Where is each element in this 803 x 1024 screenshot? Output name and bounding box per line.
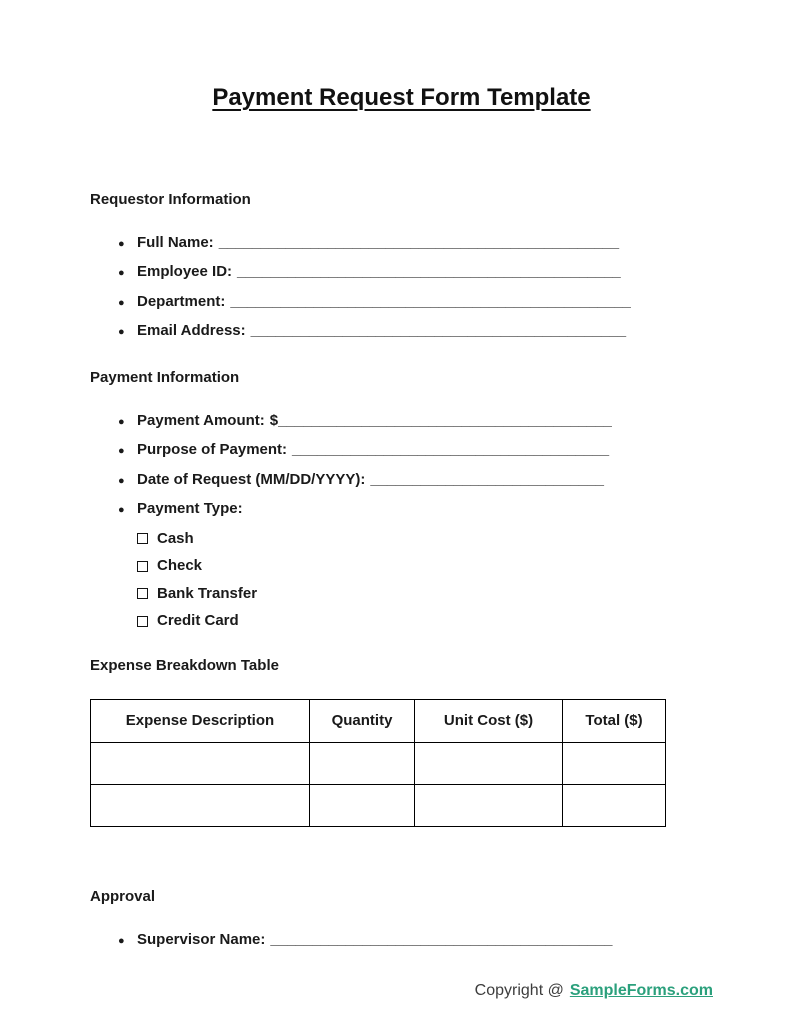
bullet-icon: ● <box>118 267 125 280</box>
field-payment-type <box>90 495 713 525</box>
table-cell[interactable] <box>310 784 415 826</box>
page-title: Payment Request Form Template <box>212 84 591 111</box>
expense-table <box>90 699 666 827</box>
table-header-row <box>91 699 666 742</box>
table-cell[interactable] <box>415 742 563 784</box>
requestor-field-list <box>90 229 713 347</box>
bullet-icon: ● <box>118 445 125 458</box>
field-payment-amount <box>90 407 713 437</box>
blank-line: ______________________________________________ <box>237 263 621 281</box>
field-full-name <box>90 229 713 259</box>
payment-type-option-bank-transfer <box>90 580 713 608</box>
table-header-cell-unit-cost: Unit Cost ($) <box>415 699 563 742</box>
table-cell[interactable] <box>415 784 563 826</box>
table-cell[interactable] <box>91 742 310 784</box>
field-department <box>90 288 713 318</box>
bullet-icon: ● <box>118 504 125 517</box>
table-header-cell-total: Total ($) <box>563 699 666 742</box>
field-label: Payment Type: <box>137 500 243 518</box>
field-date-of-request <box>90 466 713 496</box>
field-label: Department: <box>137 292 226 310</box>
table-header-cell-quantity: Quantity <box>310 699 415 742</box>
field-label: Full Name: <box>137 233 214 251</box>
field-employee-id <box>90 258 713 288</box>
bullet-icon: ● <box>118 934 125 947</box>
blank-line: ________________________________________________ <box>230 292 631 310</box>
checkbox-icon[interactable] <box>137 588 148 599</box>
table-cell[interactable] <box>563 784 666 826</box>
field-label: Payment Amount: <box>137 411 265 429</box>
table-row <box>91 784 666 826</box>
checkbox-label: Cash <box>157 529 194 547</box>
checkbox-label: Credit Card <box>157 612 239 630</box>
bullet-icon: ● <box>118 296 125 309</box>
field-email-address <box>90 317 713 347</box>
payment-type-option-cash <box>90 525 713 553</box>
table-header-cell-expense-description: Expense Description <box>91 699 310 742</box>
checkbox-icon[interactable] <box>137 616 148 627</box>
checkbox-label: Bank Transfer <box>157 584 258 602</box>
blank-line: _________________________________________ <box>270 930 613 948</box>
section-heading-expense-table: Expense Breakdown Table <box>90 656 279 674</box>
field-label: Supervisor Name: <box>137 930 266 948</box>
blank-line: ________________________________________________ <box>218 233 620 251</box>
section-heading-approval: Approval <box>90 887 156 905</box>
section-heading-requestor: Requestor Information <box>90 190 251 208</box>
field-label: Email Address: <box>137 322 246 340</box>
bullet-icon: ● <box>118 237 125 250</box>
payment-type-option-credit-card <box>90 607 713 635</box>
sampleforms-link[interactable]: SampleForms.com <box>569 982 713 1000</box>
blank-line: $________________________________________ <box>269 411 612 429</box>
bullet-icon: ● <box>118 474 125 487</box>
table-cell[interactable] <box>91 784 310 826</box>
field-purpose-of-payment <box>90 436 713 466</box>
blank-line: ____________________________ <box>370 470 604 488</box>
blank-line: _____________________________________________ <box>250 322 627 340</box>
field-supervisor-name <box>90 926 713 956</box>
table-cell[interactable] <box>563 742 666 784</box>
checkbox-icon[interactable] <box>137 561 148 572</box>
bullet-icon: ● <box>118 326 125 339</box>
payment-field-list <box>90 407 713 635</box>
table-cell[interactable] <box>310 742 415 784</box>
checkbox-label: Check <box>157 557 203 575</box>
copyright-text: Copyright @ <box>474 982 564 1000</box>
footer <box>90 981 713 1000</box>
field-label: Purpose of Payment: <box>137 441 288 459</box>
section-heading-payment: Payment Information <box>90 368 240 386</box>
blank-line: ______________________________________ <box>292 441 610 459</box>
approval-field-list <box>90 926 713 956</box>
table-row <box>91 742 666 784</box>
bullet-icon: ● <box>118 415 125 428</box>
checkbox-icon[interactable] <box>137 533 148 544</box>
payment-type-option-check <box>90 552 713 580</box>
field-label: Employee ID: <box>137 263 233 281</box>
field-label: Date of Request (MM/DD/YYYY): <box>137 470 366 488</box>
